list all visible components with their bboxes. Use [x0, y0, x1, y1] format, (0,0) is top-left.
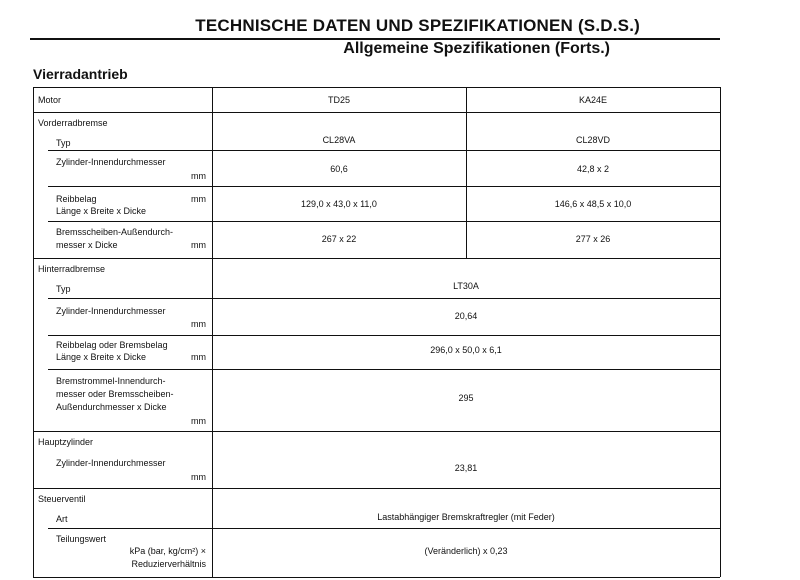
split-value: (Veränderlich) x 0,23	[424, 546, 508, 556]
front-disc-ka24e: 277 x 26	[575, 234, 611, 244]
front-typ-label: Typ	[56, 138, 71, 148]
rear-brake-title: Hinterradbremse	[38, 264, 106, 274]
front-pad-td25: 129,0 x 43,0 x 11,0	[301, 199, 377, 209]
valve-art-label: Art	[56, 514, 68, 524]
front-pad-label-2: Länge x Breite x Dicke	[56, 206, 147, 216]
front-brake-title: Vorderradbremse	[38, 118, 108, 128]
table-line-top	[33, 87, 720, 88]
motor-label: Motor	[38, 95, 62, 105]
rear-lining-unit: mm	[191, 352, 206, 362]
front-typ-ka24e: CL28VD	[575, 135, 611, 145]
rear-drum-label-1: Bremstrommel-Innendurch-	[56, 376, 166, 386]
table-line-valve-art	[48, 528, 720, 529]
master-cylinder-value: 23,81	[454, 463, 478, 473]
rear-typ-label: Typ	[56, 284, 71, 294]
front-pad-ka24e: 146,6 x 48,5 x 10,0	[554, 199, 632, 209]
front-cylinder-td25: 60,6	[330, 164, 348, 174]
master-cylinder-label: Zylinder-Innendurchmesser	[56, 458, 166, 468]
table-line-rear-typ	[48, 298, 720, 299]
table-line-front-pad	[48, 221, 720, 222]
page-title: TECHNISCHE DATEN UND SPEZIFIKATIONEN (S.D.S.)	[195, 16, 640, 35]
rear-drum-value: 295	[458, 393, 474, 403]
rear-cylinder-value: 20,64	[454, 311, 478, 321]
table-line-motor	[33, 112, 720, 113]
split-unit: kPa (bar, kg/cm²) ×	[129, 546, 206, 556]
front-disc-unit: mm	[191, 240, 206, 250]
rear-cylinder-label: Zylinder-Innendurchmesser	[56, 306, 166, 316]
page-subtitle: Allgemeine Spezifikationen (Forts.)	[343, 40, 610, 57]
front-disc-td25: 267 x 22	[321, 234, 357, 244]
valve-art-value: Lastabhängiger Bremskraftregler (mit Feder)	[377, 512, 555, 522]
engine-td25: TD25	[327, 95, 350, 105]
table-line-front-cyl	[48, 186, 720, 187]
rear-lining-label-1: Reibbelag oder Bremsbelag	[56, 340, 168, 350]
master-cylinder-title: Hauptzylinder	[38, 437, 94, 447]
rear-typ-value: LT30A	[453, 281, 479, 291]
front-cylinder-ka24e: 42,8 x 2	[576, 164, 610, 174]
table-line-rear-end	[33, 431, 720, 432]
table-line-left	[33, 87, 34, 577]
front-cylinder-unit: mm	[191, 171, 206, 181]
rear-lining-label-2: Länge x Breite x Dicke	[56, 352, 147, 362]
split-label: Teilungswert	[56, 534, 107, 544]
table-line-right	[720, 87, 721, 577]
rear-drum-unit: mm	[191, 416, 206, 426]
table-line-rear-cyl	[48, 335, 720, 336]
master-cylinder-unit: mm	[191, 472, 206, 482]
rear-drum-label-2: messer oder Bremsscheiben-	[56, 389, 174, 399]
front-pad-unit: mm	[191, 194, 206, 204]
table-line-master-end	[33, 488, 720, 489]
table-line-front-end	[33, 258, 720, 259]
engine-ka24e: KA24E	[578, 95, 608, 105]
section-title: Vierradantrieb	[33, 66, 128, 82]
rear-cylinder-unit: mm	[191, 319, 206, 329]
control-valve-title: Steuerventil	[38, 494, 86, 504]
table-line-bottom	[33, 577, 720, 578]
front-typ-td25: CL28VA	[322, 135, 356, 145]
front-disc-label-2: messer x Dicke	[56, 240, 118, 250]
table-line-front-typ	[48, 150, 720, 151]
rear-drum-label-3: Außendurchmesser x Dicke	[56, 402, 167, 412]
front-disc-label-1: Bremsscheiben-Außendurch-	[56, 227, 174, 237]
front-cylinder-label: Zylinder-Innendurchmesser	[56, 157, 166, 167]
front-pad-label-1: Reibbelag	[56, 194, 97, 204]
rear-lining-value: 296,0 x 50,0 x 6,1	[430, 345, 502, 355]
split-label-2: Reduzierverhältnis	[131, 559, 206, 569]
table-line-rear-lining	[48, 369, 720, 370]
table-line-label-col	[212, 87, 213, 577]
